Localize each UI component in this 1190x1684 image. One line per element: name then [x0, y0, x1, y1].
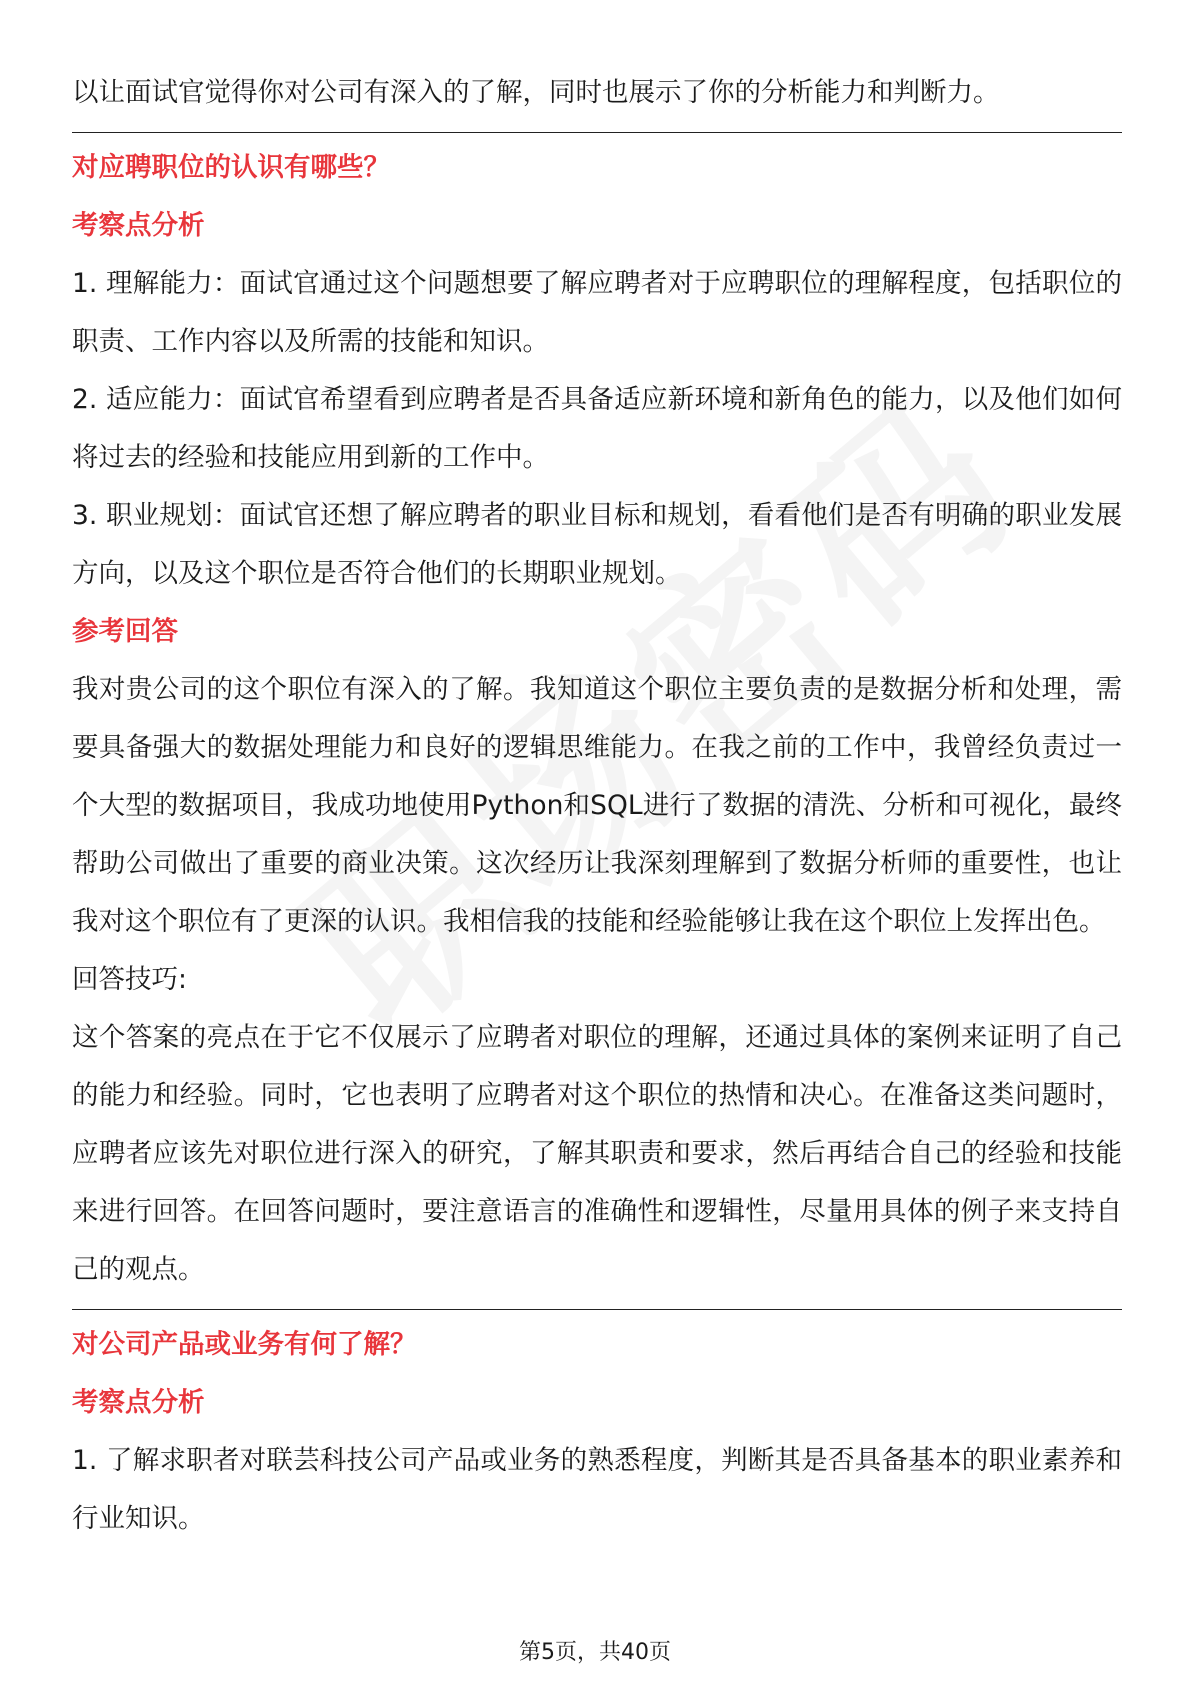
- analysis-point: 3. 职业规划：面试官还想了解应聘者的职业目标和规划，看看他们是否有明确的职业发展方向，以及这个职位是否符合他们的长期职业规划。: [72, 500, 1122, 589]
- answer-heading: 参考回答: [72, 616, 178, 647]
- analysis-point: 1. 了解求职者对联芸科技公司产品或业务的熟悉程度，判断其是否具备基本的职业素养和行业知识。: [72, 1445, 1122, 1534]
- question-title: 对公司产品或业务有何了解？: [72, 1329, 417, 1360]
- tips-paragraph: 这个答案的亮点在于它不仅展示了应聘者对职位的理解，还通过具体的案例来证明了自己的能力和经验。同时，它也表明了应聘者对这个职位的热情和决心。在准备这类问题时，应聘者应该先对职位进行深入的研究，了解其职责和要求，然后再结合自己的经验和技能来进行回答。在回答问题时，要注意语言的准确性和逻辑性，尽量用具体的例子来支持自己的观点。: [72, 1022, 1122, 1285]
- document-page: [72, 64, 1122, 1548]
- reference-answer: 我对贵公司的这个职位有深入的了解。我知道这个职位主要负责的是数据分析和处理，需要具备强大的数据处理能力和良好的逻辑思维能力。在我之前的工作中，我曾经负责过一个大型的数据项目，我成功地使用Python和SQL进行了数据的清洗、分析和可视化，最终帮助公司做出了重要的商业决策。这次经历让我深刻理解到了数据分析师的重要性，也让我对这个职位有了更深的认识。我相信我的技能和经验能够让我在这个职位上发挥出色。: [72, 674, 1122, 937]
- analysis-heading: 考察点分析: [72, 1387, 205, 1418]
- question-title: 对应聘职位的认识有哪些？: [72, 152, 390, 183]
- intro-paragraph: 以让面试官觉得你对公司有深入的了解，同时也展示了你的分析能力和判断力。: [72, 77, 1000, 108]
- tips-label: 回答技巧:: [72, 964, 187, 995]
- analysis-point: 2. 适应能力：面试官希望看到应聘者是否具备适应新环境和新角色的能力，以及他们如何将过去的经验和技能应用到新的工作中。: [72, 384, 1122, 473]
- analysis-point: 1. 理解能力：面试官通过这个问题想要了解应聘者对于应聘职位的理解程度，包括职位的职责、工作内容以及所需的技能和知识。: [72, 268, 1122, 357]
- analysis-heading: 考察点分析: [72, 210, 205, 241]
- page-number: 第5页，共40页: [519, 1640, 671, 1665]
